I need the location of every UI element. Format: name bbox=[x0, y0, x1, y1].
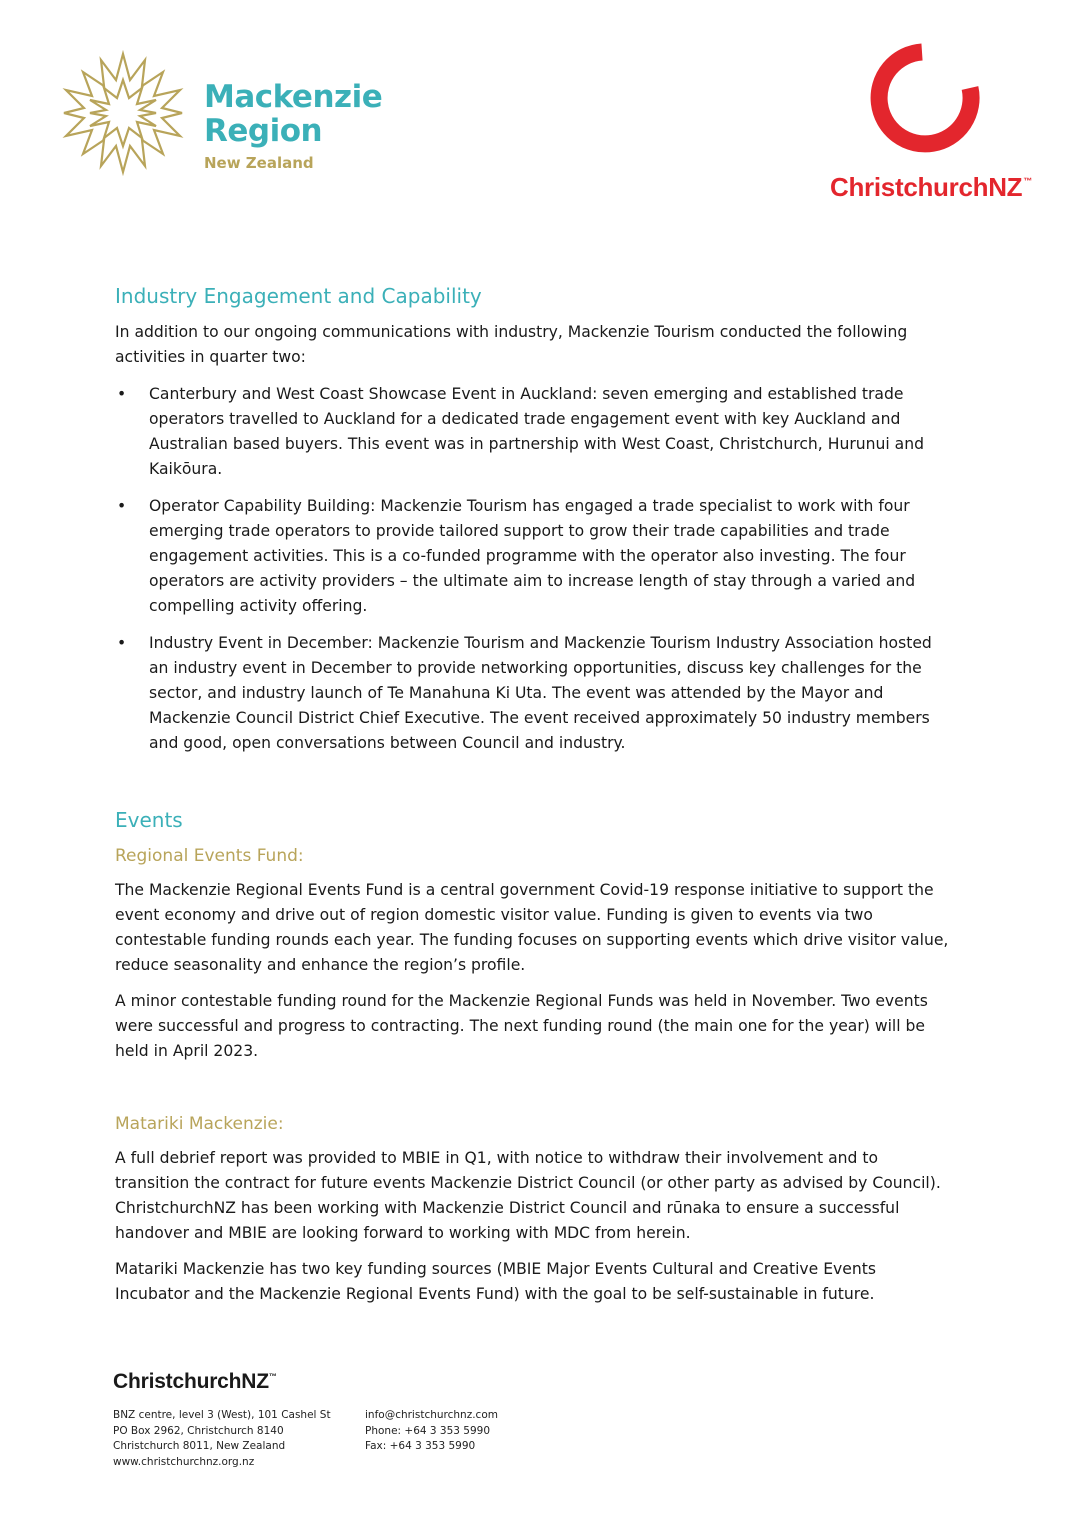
mackenzie-star-icon bbox=[60, 50, 186, 176]
footer-contact bbox=[365, 1408, 498, 1470]
list-item: • Industry Event in December: Mackenzie Tourism and Mackenzie Tourism Industry Association hosted an industry event in December to provide networking opportunities, discuss key challenges for the sector, and industry launch of Te Manahuna Ki Uta. The event was attended by the Mayor and Mackenzie Council District Chief Executive. The event received approximately 50 industry members and good, open conversations between Council and industry. bbox=[115, 631, 955, 756]
address-line: Christchurch 8011, New Zealand bbox=[113, 1440, 286, 1452]
page-footer bbox=[113, 1370, 713, 1470]
industry-bullet-list bbox=[115, 382, 955, 756]
footer-christchurch-logo: ChristchurchNZ™ bbox=[113, 1370, 277, 1393]
phone-number: Phone: +64 3 353 5990 bbox=[365, 1424, 491, 1437]
list-item: • Operator Capability Building: Mackenzie Tourism has engaged a trade specialist to work with four emerging trade operators to provide tailored support to grow their trade capabilities and trade engagement activities. This is a co-funded programme with the operator also investing. The four operators are activity providers – the ultimate aim to increase length of stay through a varied and compelling activity offering. bbox=[115, 494, 955, 619]
subheading-matariki-mackenzie: Matariki Mackenzie: bbox=[115, 1114, 284, 1134]
bullet-icon: • bbox=[117, 497, 127, 515]
fax-number: Fax: +64 3 353 5990 bbox=[365, 1440, 476, 1452]
footer-address bbox=[113, 1408, 365, 1470]
heading-industry-engagement: Industry Engagement and Capability bbox=[115, 284, 482, 308]
logo-line-mackenzie: Mackenzie bbox=[204, 79, 383, 115]
christchurch-ring-icon bbox=[864, 36, 990, 162]
regional-fund-paragraph-2: A minor contestable funding round for the Mackenzie Regional Funds was held in November. Two events were successful and progress to contracting. The next funding round (the main one for the year) will be held in April 2023. bbox=[115, 992, 928, 1060]
mackenzie-region-logo bbox=[60, 50, 400, 180]
bullet-icon: • bbox=[117, 634, 127, 652]
main-content bbox=[115, 280, 955, 1307]
christchurchnz-logo bbox=[820, 30, 1040, 210]
email-link[interactable]: info@christchurchnz.com bbox=[365, 1409, 498, 1421]
heading-events: Events bbox=[115, 808, 183, 832]
list-item: • Canterbury and West Coast Showcase Event in Auckland: seven emerging and established trade operators travelled to Auckland for a dedicated trade engagement event with key Auckland and Australian based buyers. This event was in partnership with West Coast, Christchurch, Hurunui and Kaikōura. bbox=[115, 382, 955, 482]
website-link[interactable]: www.christchurchnz.org.nz bbox=[113, 1455, 255, 1468]
christchurch-wordmark: ChristchurchNZ™ bbox=[830, 172, 1032, 202]
subheading-regional-events-fund: Regional Events Fund: bbox=[115, 846, 304, 866]
address-line: PO Box 2962, Christchurch 8140 bbox=[113, 1424, 284, 1437]
industry-intro: In addition to our ongoing communications with industry, Mackenzie Tourism conducted the following activities in quarter two: bbox=[115, 323, 908, 366]
matariki-paragraph-2: Matariki Mackenzie has two key funding sources (MBIE Major Events Cultural and Creative Events Incubator and the Mackenzie Regional Events Fund) with the goal to be self-sustainable in future. bbox=[115, 1260, 877, 1303]
logo-line-region: Region bbox=[204, 113, 323, 149]
regional-fund-paragraph-1: The Mackenzie Regional Events Fund is a central government Covid-19 response initiative to support the event economy and drive out of region domestic visitor value. Funding is given to events via two contestable funding rounds each year. The funding focuses on supporting events which drive visitor value, reduce seasonality and enhance the region’s profile. bbox=[115, 881, 949, 974]
bullet-icon: • bbox=[117, 385, 127, 403]
address-line: BNZ centre, level 3 (West), 101 Cashel St bbox=[113, 1409, 331, 1421]
matariki-paragraph-1: A full debrief report was provided to MBIE in Q1, with notice to withdraw their involvement and to transition the contract for future events Mackenzie District Council (or other party as advised by Council). ChristchurchNZ has been working with Mackenzie District Council and rūnaka to ensure a successful handover and MBIE are looking forward to working with MDC from herein. bbox=[115, 1149, 941, 1242]
logo-line-new-zealand: New Zealand bbox=[204, 154, 314, 172]
